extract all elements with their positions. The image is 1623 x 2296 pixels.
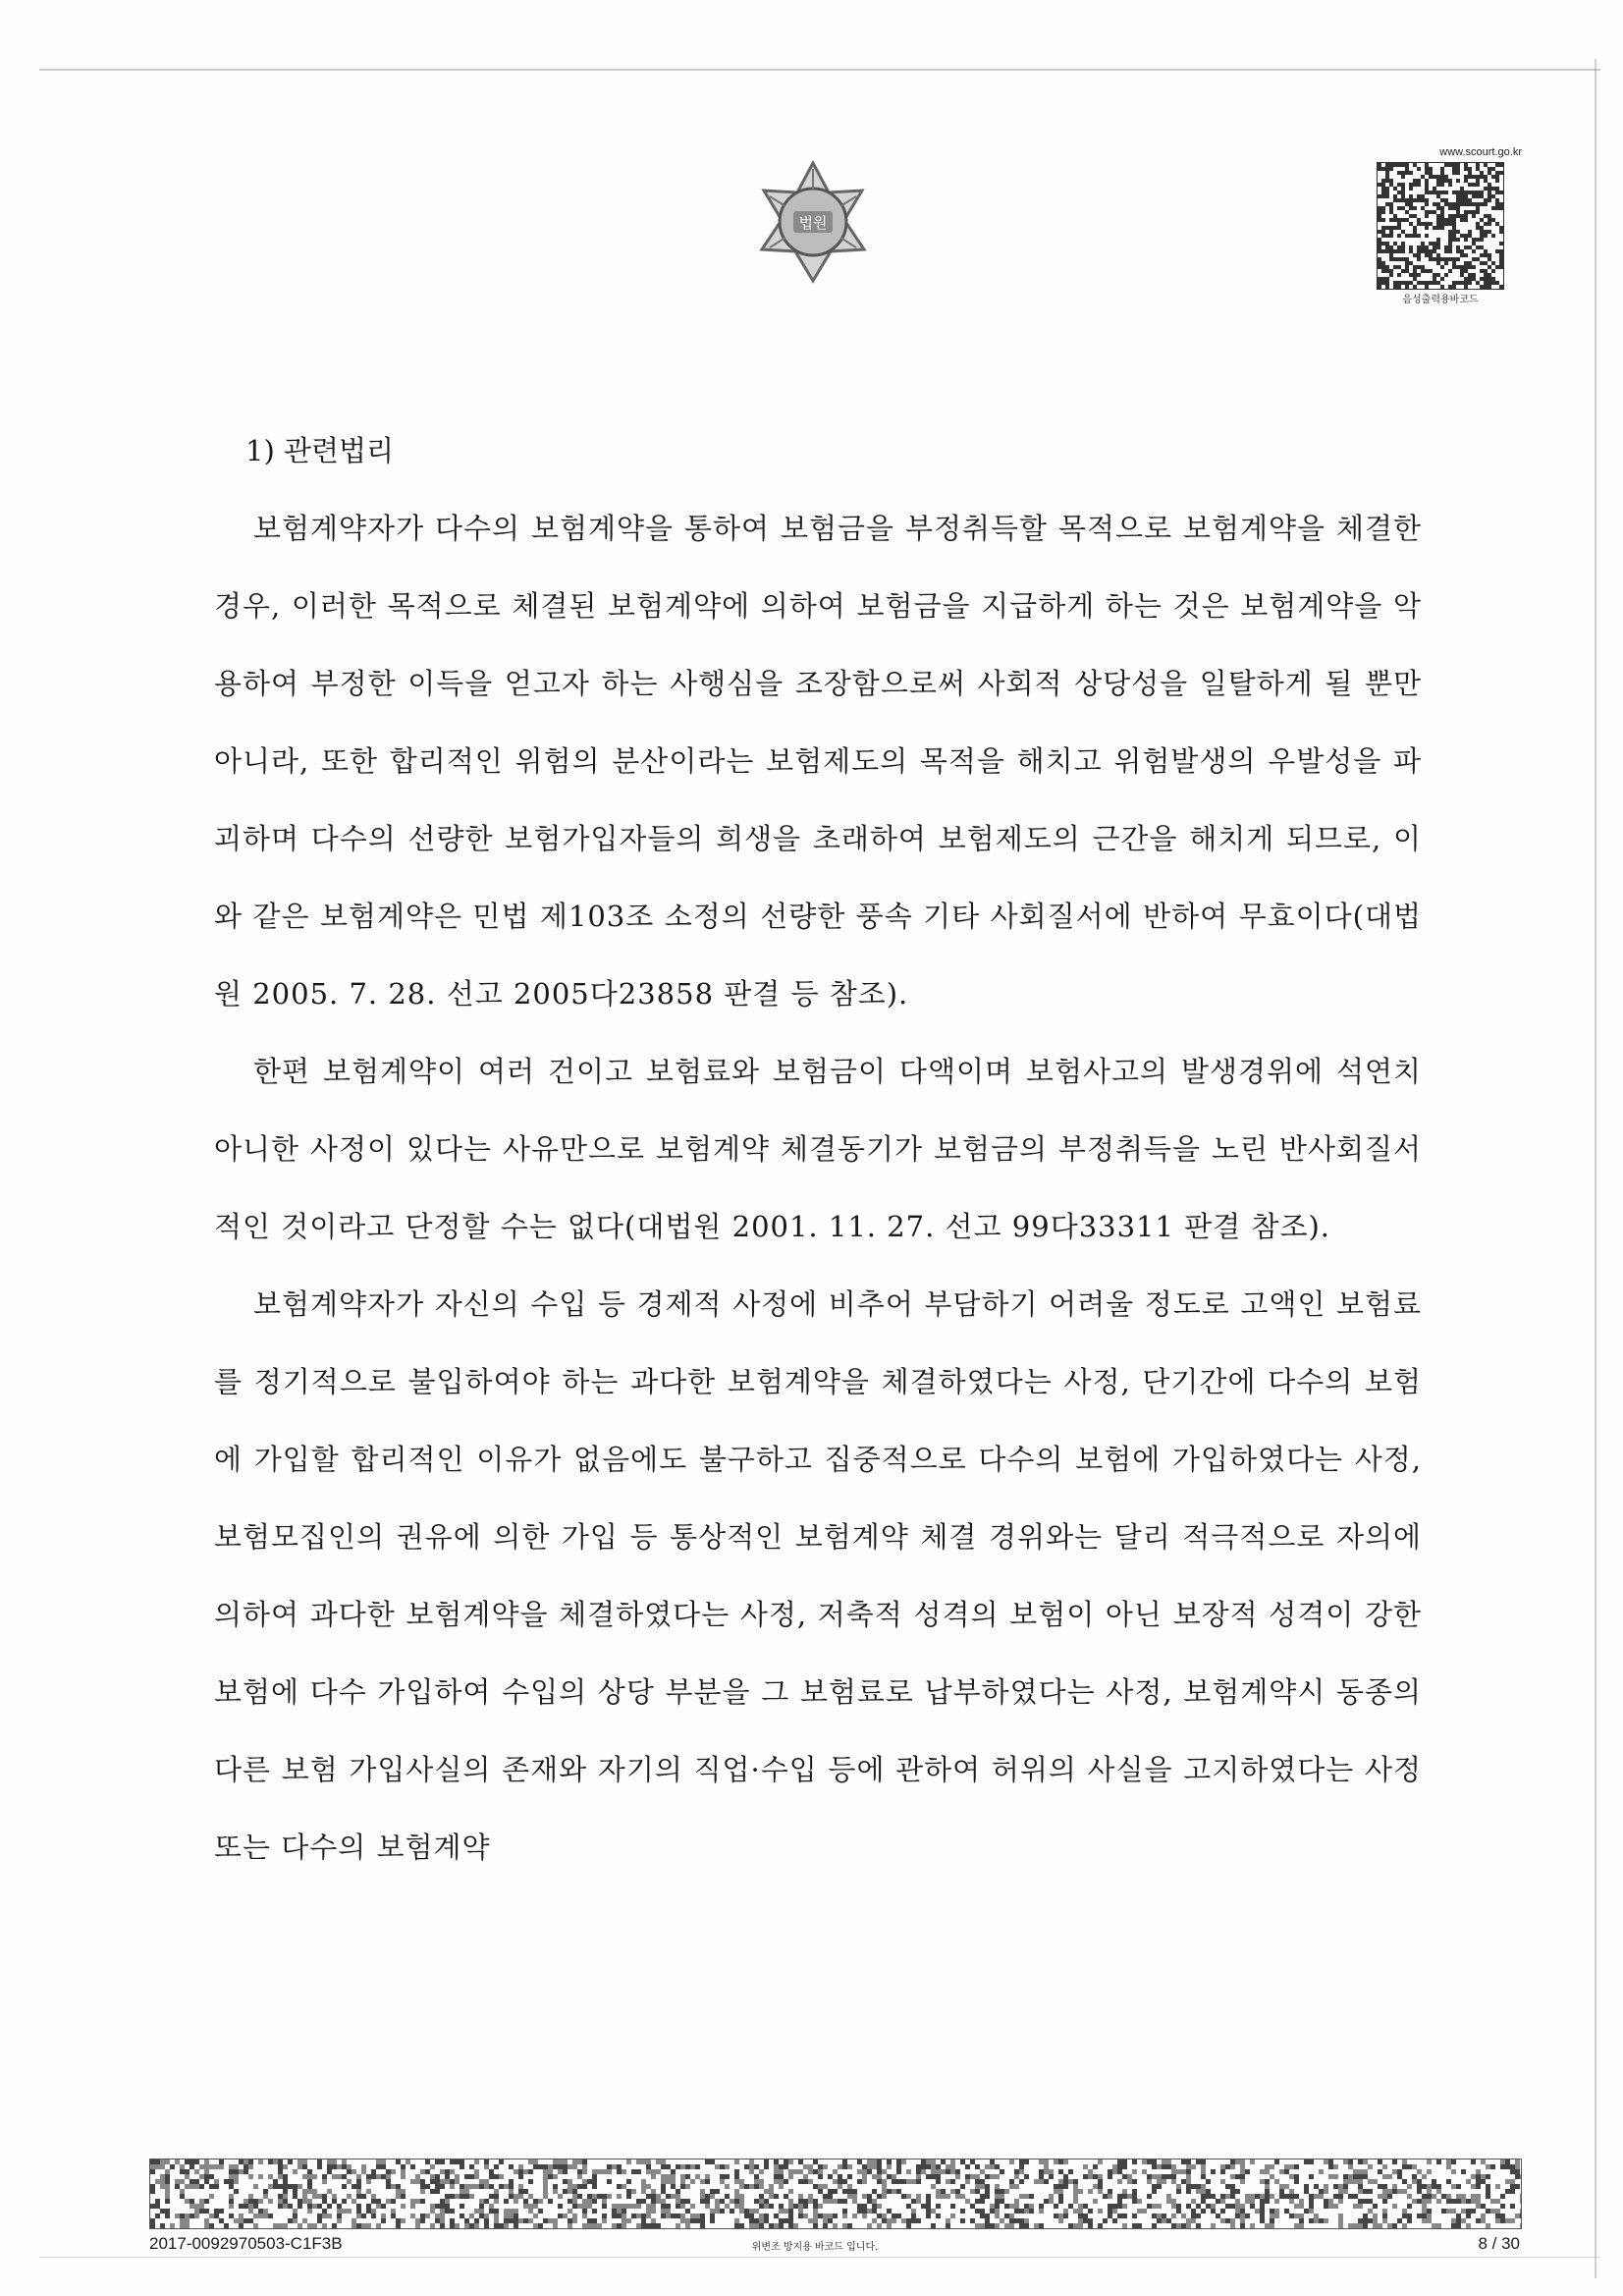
scan-edge-top <box>39 69 1600 71</box>
qr-url-text: www.scourt.go.kr <box>1439 146 1522 158</box>
qr-code-icon <box>1377 162 1504 290</box>
barcode-note: 위변조 방지용 바코드 입니다. <box>751 2242 879 2253</box>
scan-edge-right <box>1595 59 1596 2278</box>
court-emblem-logo <box>746 155 880 289</box>
paragraph-1: 보험계약자가 다수의 보험계약을 통하여 보험금을 부정취득할 목적으로 보험계약을 체결한 경우, 이러한 목적으로 체결된 보험계약에 의하여 보험금을 지급하게 하는 것은 보험계약을 악용하여 부정한 이득을 얻고자 하는 사행심을 조장함으로써 사회적 상당성을 일탈하게 될 뿐만 아니라, 또한 합리적인 위험의 분산이라는 보험제도의 목적을 해치고 위험발생의 우발성을 파괴하며 다수의 선량한 보험가입자들의 희생을 초래하여 보험제도의 근간을 해치게 되므로, 이와 같은 보험계약은 민법 제103조 소정의 선량한 풍속 기타 사회질서에 반하여 무효이다(대법원 2005. 7. 28. 선고 2005다23858 판결 등 참조). <box>214 512 1422 1011</box>
page-number: 8 / 30 <box>1478 2234 1520 2253</box>
document-code: 2017-0092970503-C1F3B <box>149 2234 343 2253</box>
svg-text:법원: 법원 <box>798 214 828 232</box>
paragraph-3: 보험계약자가 자신의 수입 등 경제적 사정에 비추어 부담하기 어려울 정도로 고액인 보험료를 정기적으로 불입하여야 하는 과다한 보험계약을 체결하였다는 사정, 단기간에 다수의 보험에 가입할 합리적인 이유가 없음에도 불구하고 집중적으로 다수의 보험에 가입하였다는 사정, 보험모집인의 권유에 의한 가입 등 통상적인 보험계약 체결 경위와는 달리 적극적으로 자의에 의하여 과다한 보험계약을 체결하였다는 사정, 저축적 성격의 보험이 아닌 보장적 성격이 강한 보험에 다수 가입하여 수입의 상당 부분을 그 보험료로 납부하였다는 사정, 보험계약시 동종의 다른 보험 가입사실의 존재와 자기의 직업·수입 등에 관하여 허위의 사실을 고지하였다는 사정 또는 다수의 보험계약 <box>214 1287 1422 1864</box>
scan-edge-bottom <box>39 2257 1600 2258</box>
anti-forgery-barcode <box>149 2159 1522 2229</box>
section-heading: 1) 관련법리 <box>245 434 395 467</box>
document-body <box>214 412 1422 1886</box>
paragraph-2: 한편 보험계약이 여러 건이고 보험료와 보험금이 다액이며 보험사고의 발생경위에 석연치 아니한 사정이 있다는 사유만으로 보험계약 체결동기가 보험금의 부정취득을 노린 반사회질서적인 것이라고 단정할 수는 없다(대법원 2001. 11. 27. 선고 99다33311 판결 참조). <box>214 1055 1422 1243</box>
qr-caption: 음성출력용바코드 <box>1402 295 1479 305</box>
